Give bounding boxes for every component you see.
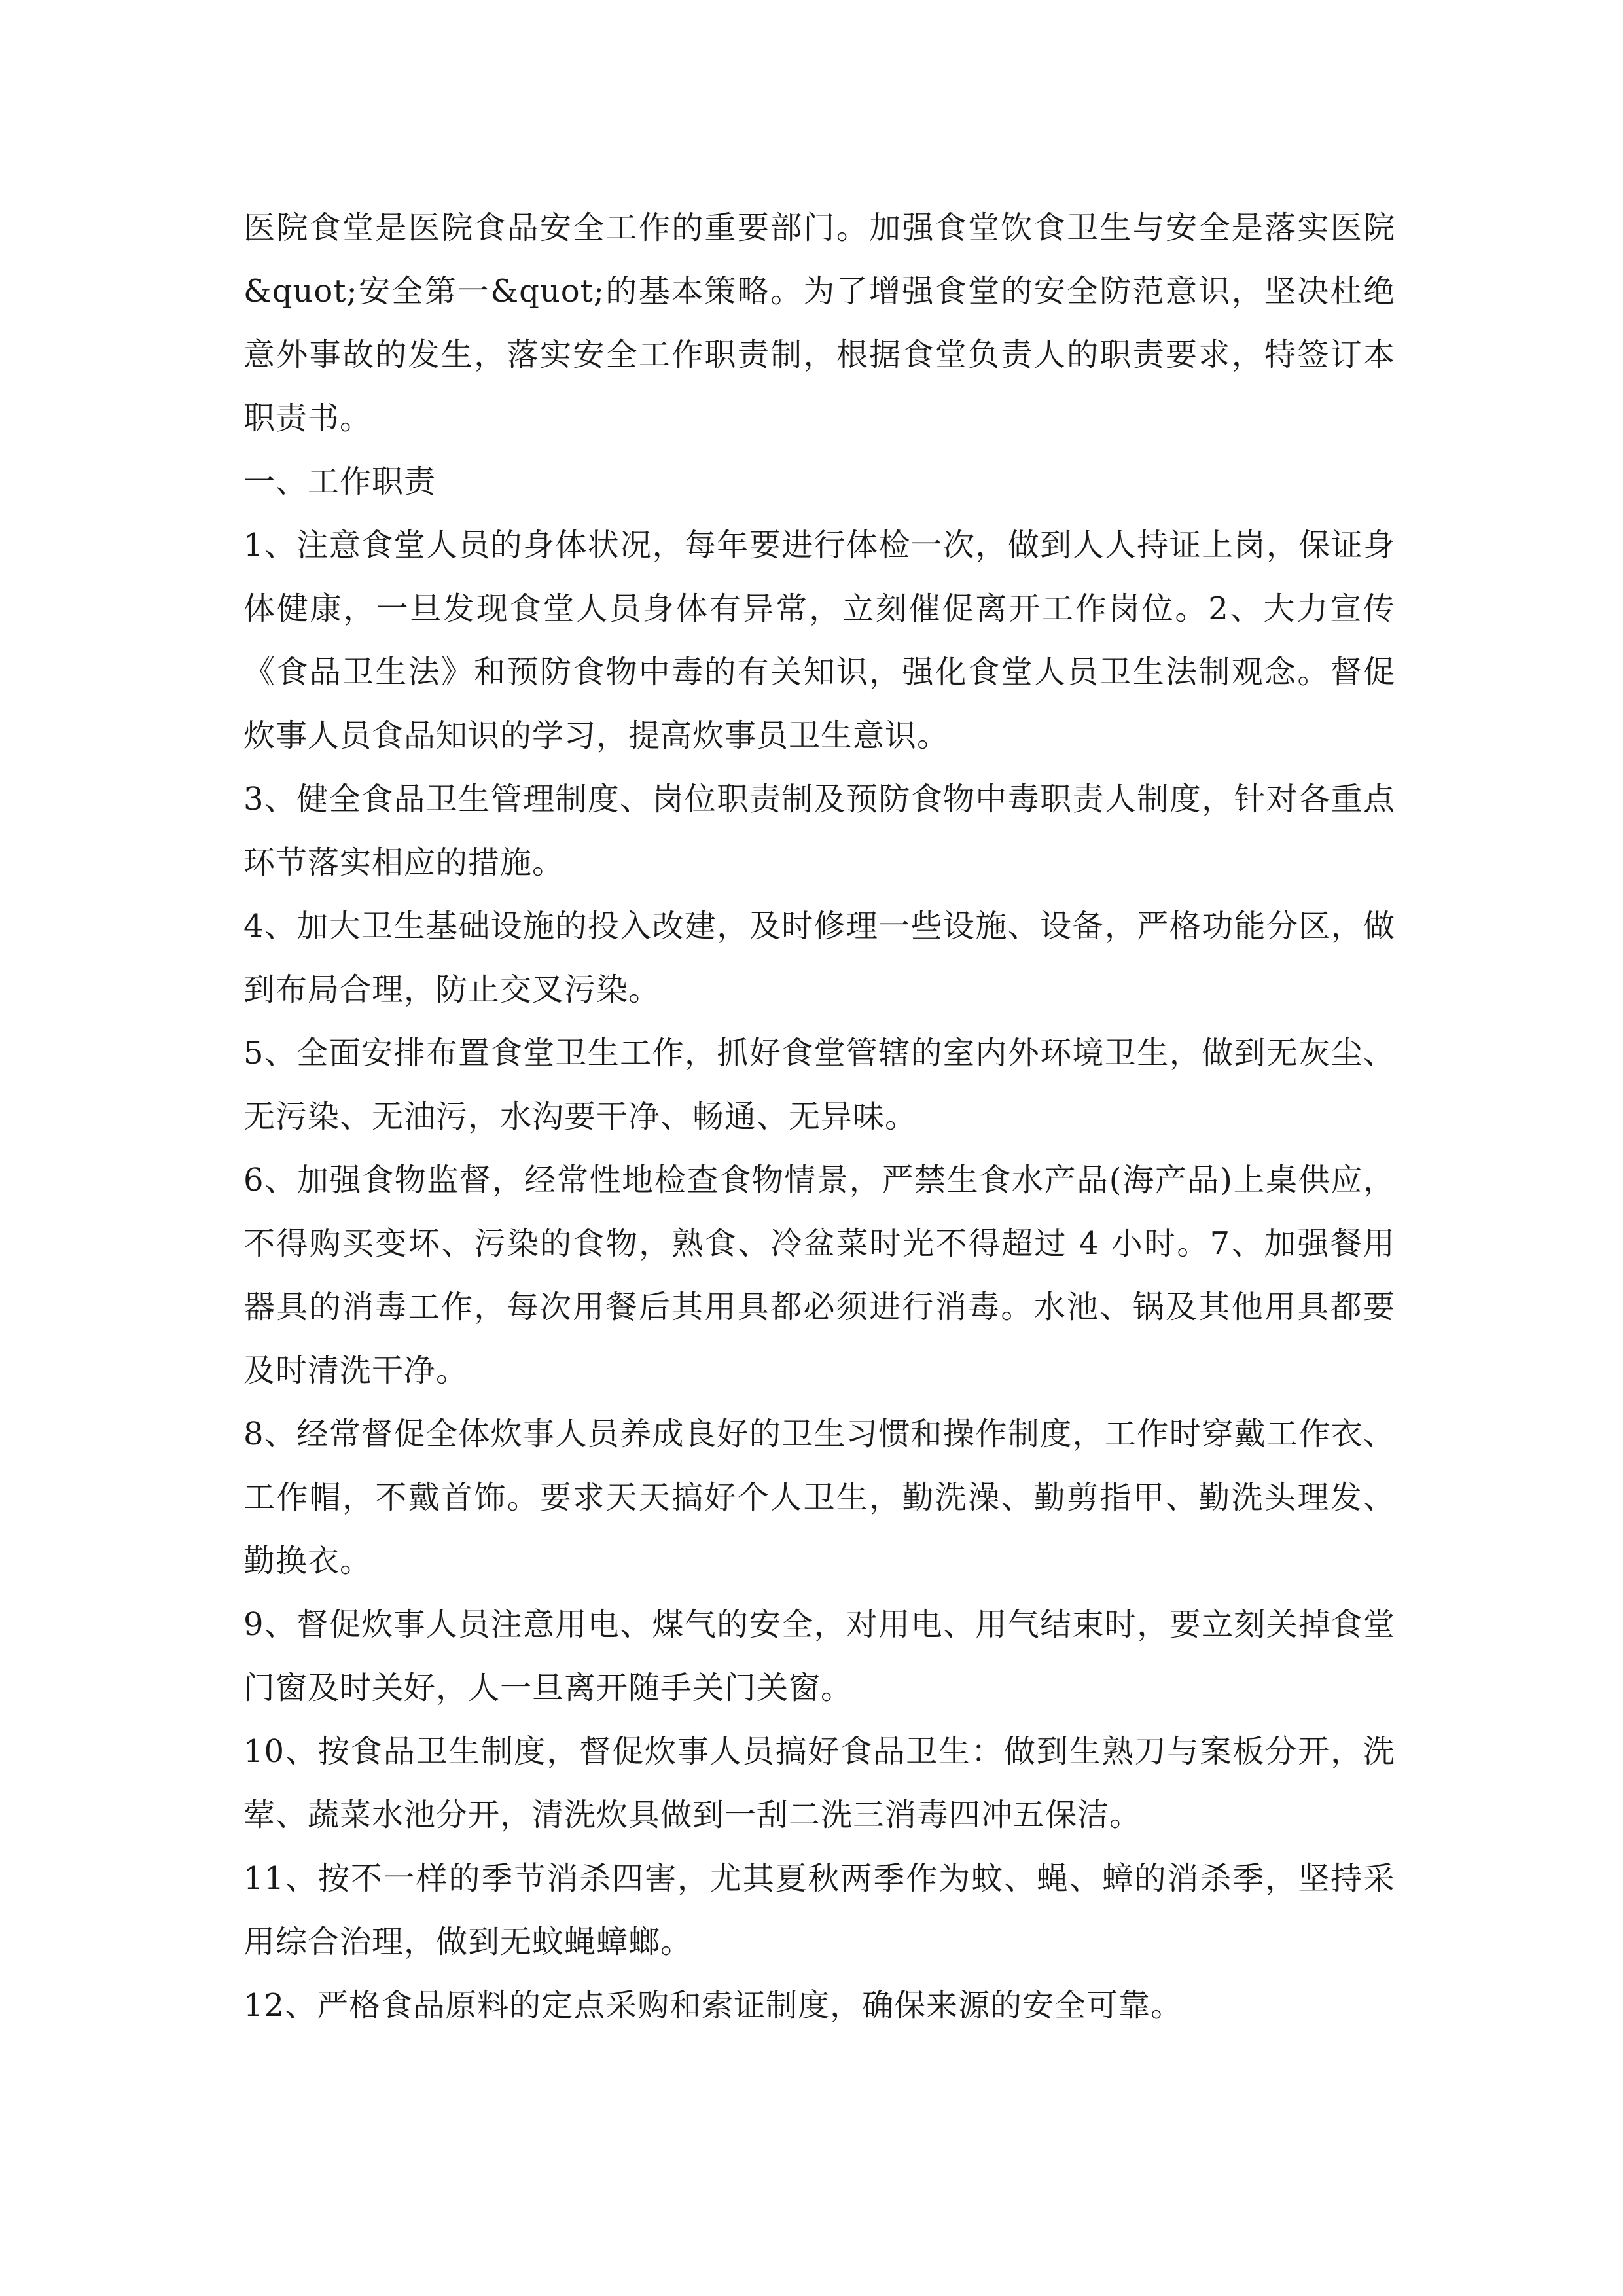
list-item: 9、督促炊事人员注意用电、煤气的安全，对用电、用气结束时，要立刻关掉食堂门窗及时关好，人一旦离开随手关门关窗。	[243, 1606, 1395, 1706]
list-item: 12、严格食品原料的定点采购和索证制度，确保来源的安全可靠。	[243, 1987, 1183, 2024]
list-item: 10、按食品卫生制度，督促炊事人员搞好食品卫生：做到生熟刀与案板分开，洗荤、蔬菜水池分开，清洗炊具做到一刮二洗三消毒四冲五保洁。	[243, 1733, 1395, 1833]
list-item: 6、加强食物监督，经常性地检查食物情景，严禁生食水产品(海产品)上桌供应，不得购买变坏、污染的食物，熟食、冷盆菜时光不得超过 4 小时。7、加强餐用器具的消毒工作，每次用餐后其用具都必须进行消毒。水池、锅及其他用具都要及时清洗干净。	[243, 1162, 1395, 1389]
list-item: 3、健全食品卫生管理制度、岗位职责制及预防食物中毒职责人制度，针对各重点环节落实相应的措施。	[243, 781, 1395, 881]
intro-paragraph: 医院食堂是医院食品安全工作的重要部门。加强食堂饮食卫生与安全是落实医院&quot;安全第一&quot;的基本策略。为了增强食堂的安全防范意识，坚决杜绝意外事故的发生，落实安全工作职责制，根据食堂负责人的职责要求，特签订本职责书。	[243, 209, 1395, 437]
list-item: 5、全面安排布置食堂卫生工作，抓好食堂管辖的室内外环境卫生，做到无灰尘、无污染、无油污，水沟要干净、畅通、无异味。	[243, 1035, 1395, 1135]
list-item: 11、按不一样的季节消杀四害，尤其夏秋两季作为蚊、蝇、蟑的消杀季，坚持采用综合治理，做到无蚊蝇蟑螂。	[243, 1860, 1395, 1960]
list-item: 8、经常督促全体炊事人员养成良好的卫生习惯和操作制度，工作时穿戴工作衣、工作帽，不戴首饰。要求天天搞好个人卫生，勤洗澡、勤剪指甲、勤洗头理发、勤换衣。	[243, 1416, 1395, 1579]
document-body	[243, 196, 1395, 2037]
list-item: 4、加大卫生基础设施的投入改建，及时修理一些设施、设备，严格功能分区，做到布局合理，防止交叉污染。	[243, 908, 1395, 1008]
section-heading: 一、工作职责	[243, 463, 437, 500]
list-item: 1、注意食堂人员的身体状况，每年要进行体检一次，做到人人持证上岗，保证身体健康，一旦发现食堂人员身体有异常，立刻催促离开工作岗位。2、大力宣传《食品卫生法》和预防食物中毒的有关知识，强化食堂人员卫生法制观念。督促炊事人员食品知识的学习，提高炊事员卫生意识。	[243, 527, 1395, 754]
